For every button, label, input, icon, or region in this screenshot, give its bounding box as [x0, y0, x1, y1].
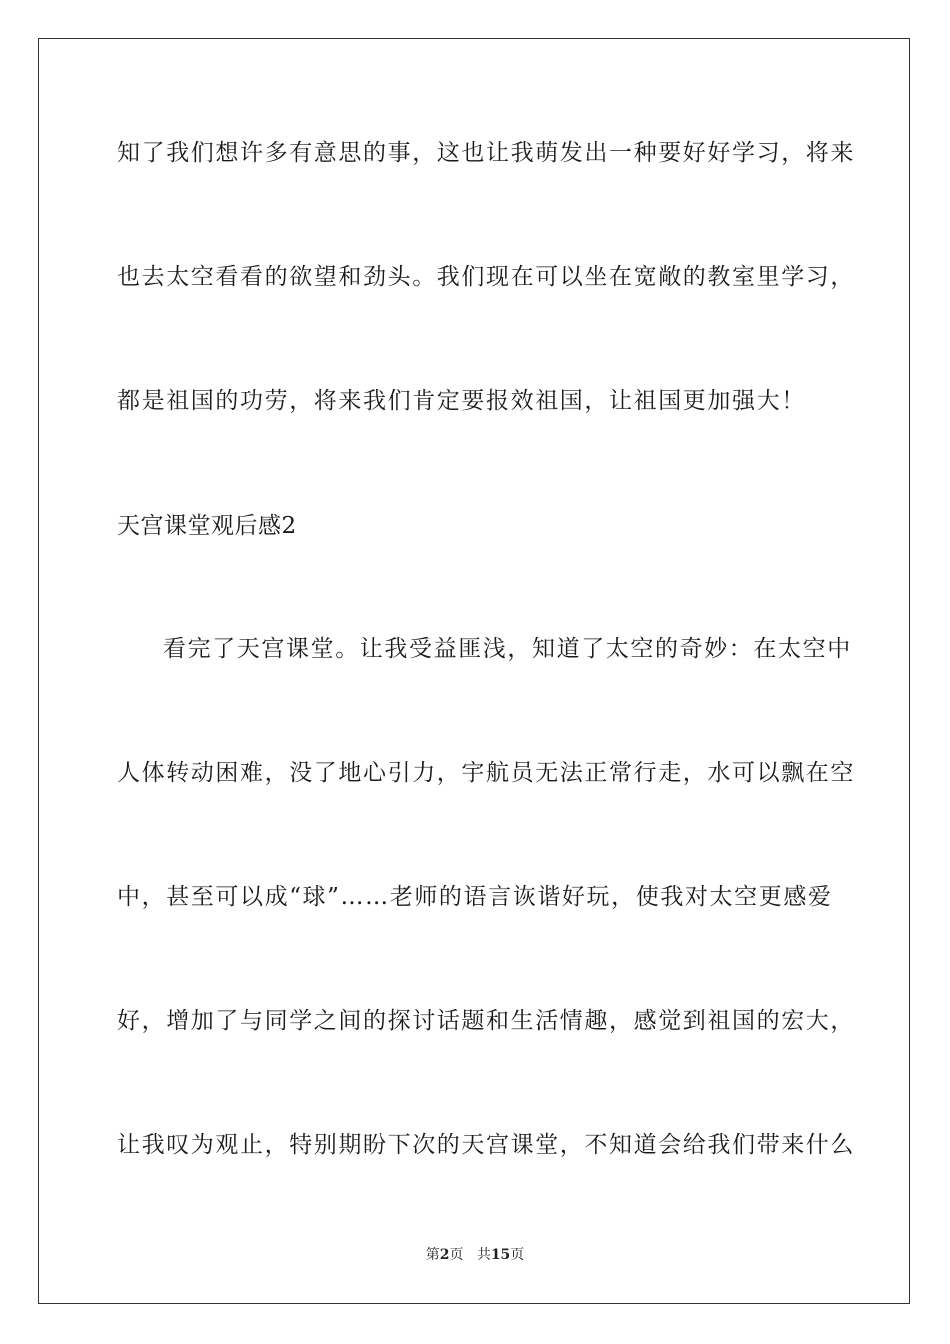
- total-label-prefix: 共: [476, 1247, 491, 1263]
- paragraph-line-2: 人体转动困难，没了地心引力，宇航员无法正常行走，水可以飘在空: [117, 760, 855, 786]
- page-label-suffix: 页: [449, 1247, 464, 1263]
- page-number: 2: [439, 1247, 450, 1263]
- body-text-line-1: 知了我们想许多有意思的事，这也让我萌发出一种要好好学习，将来: [117, 140, 855, 166]
- section-heading: 天宫课堂观后感2: [117, 513, 297, 539]
- page-label-prefix: 第: [425, 1247, 440, 1263]
- body-text-line-3: 都是祖国的功劳，将来我们肯定要报效祖国，让祖国更加强大！: [117, 388, 806, 414]
- paragraph-line-1: 看完了天宫课堂。让我受益匪浅，知道了太空的奇妙：在太空中: [163, 636, 852, 662]
- page-border: [38, 38, 910, 1304]
- paragraph-line-4: 好，增加了与同学之间的探讨话题和生活情趣，感觉到祖国的宏大，: [117, 1008, 855, 1034]
- paragraph-line-3: 中，甚至可以成“球”……老师的语言诙谐好玩，使我对太空更感爱: [117, 884, 833, 910]
- total-label-suffix: 页: [510, 1247, 525, 1263]
- total-pages: 15: [490, 1247, 511, 1263]
- paragraph-line-5: 让我叹为观止，特别期盼下次的天宫课堂，不知道会给我们带来什么: [117, 1132, 855, 1158]
- page-footer: [0, 1246, 950, 1264]
- body-text-line-2: 也去太空看看的欲望和劲头。我们现在可以坐在宽敞的教室里学习，: [117, 264, 855, 290]
